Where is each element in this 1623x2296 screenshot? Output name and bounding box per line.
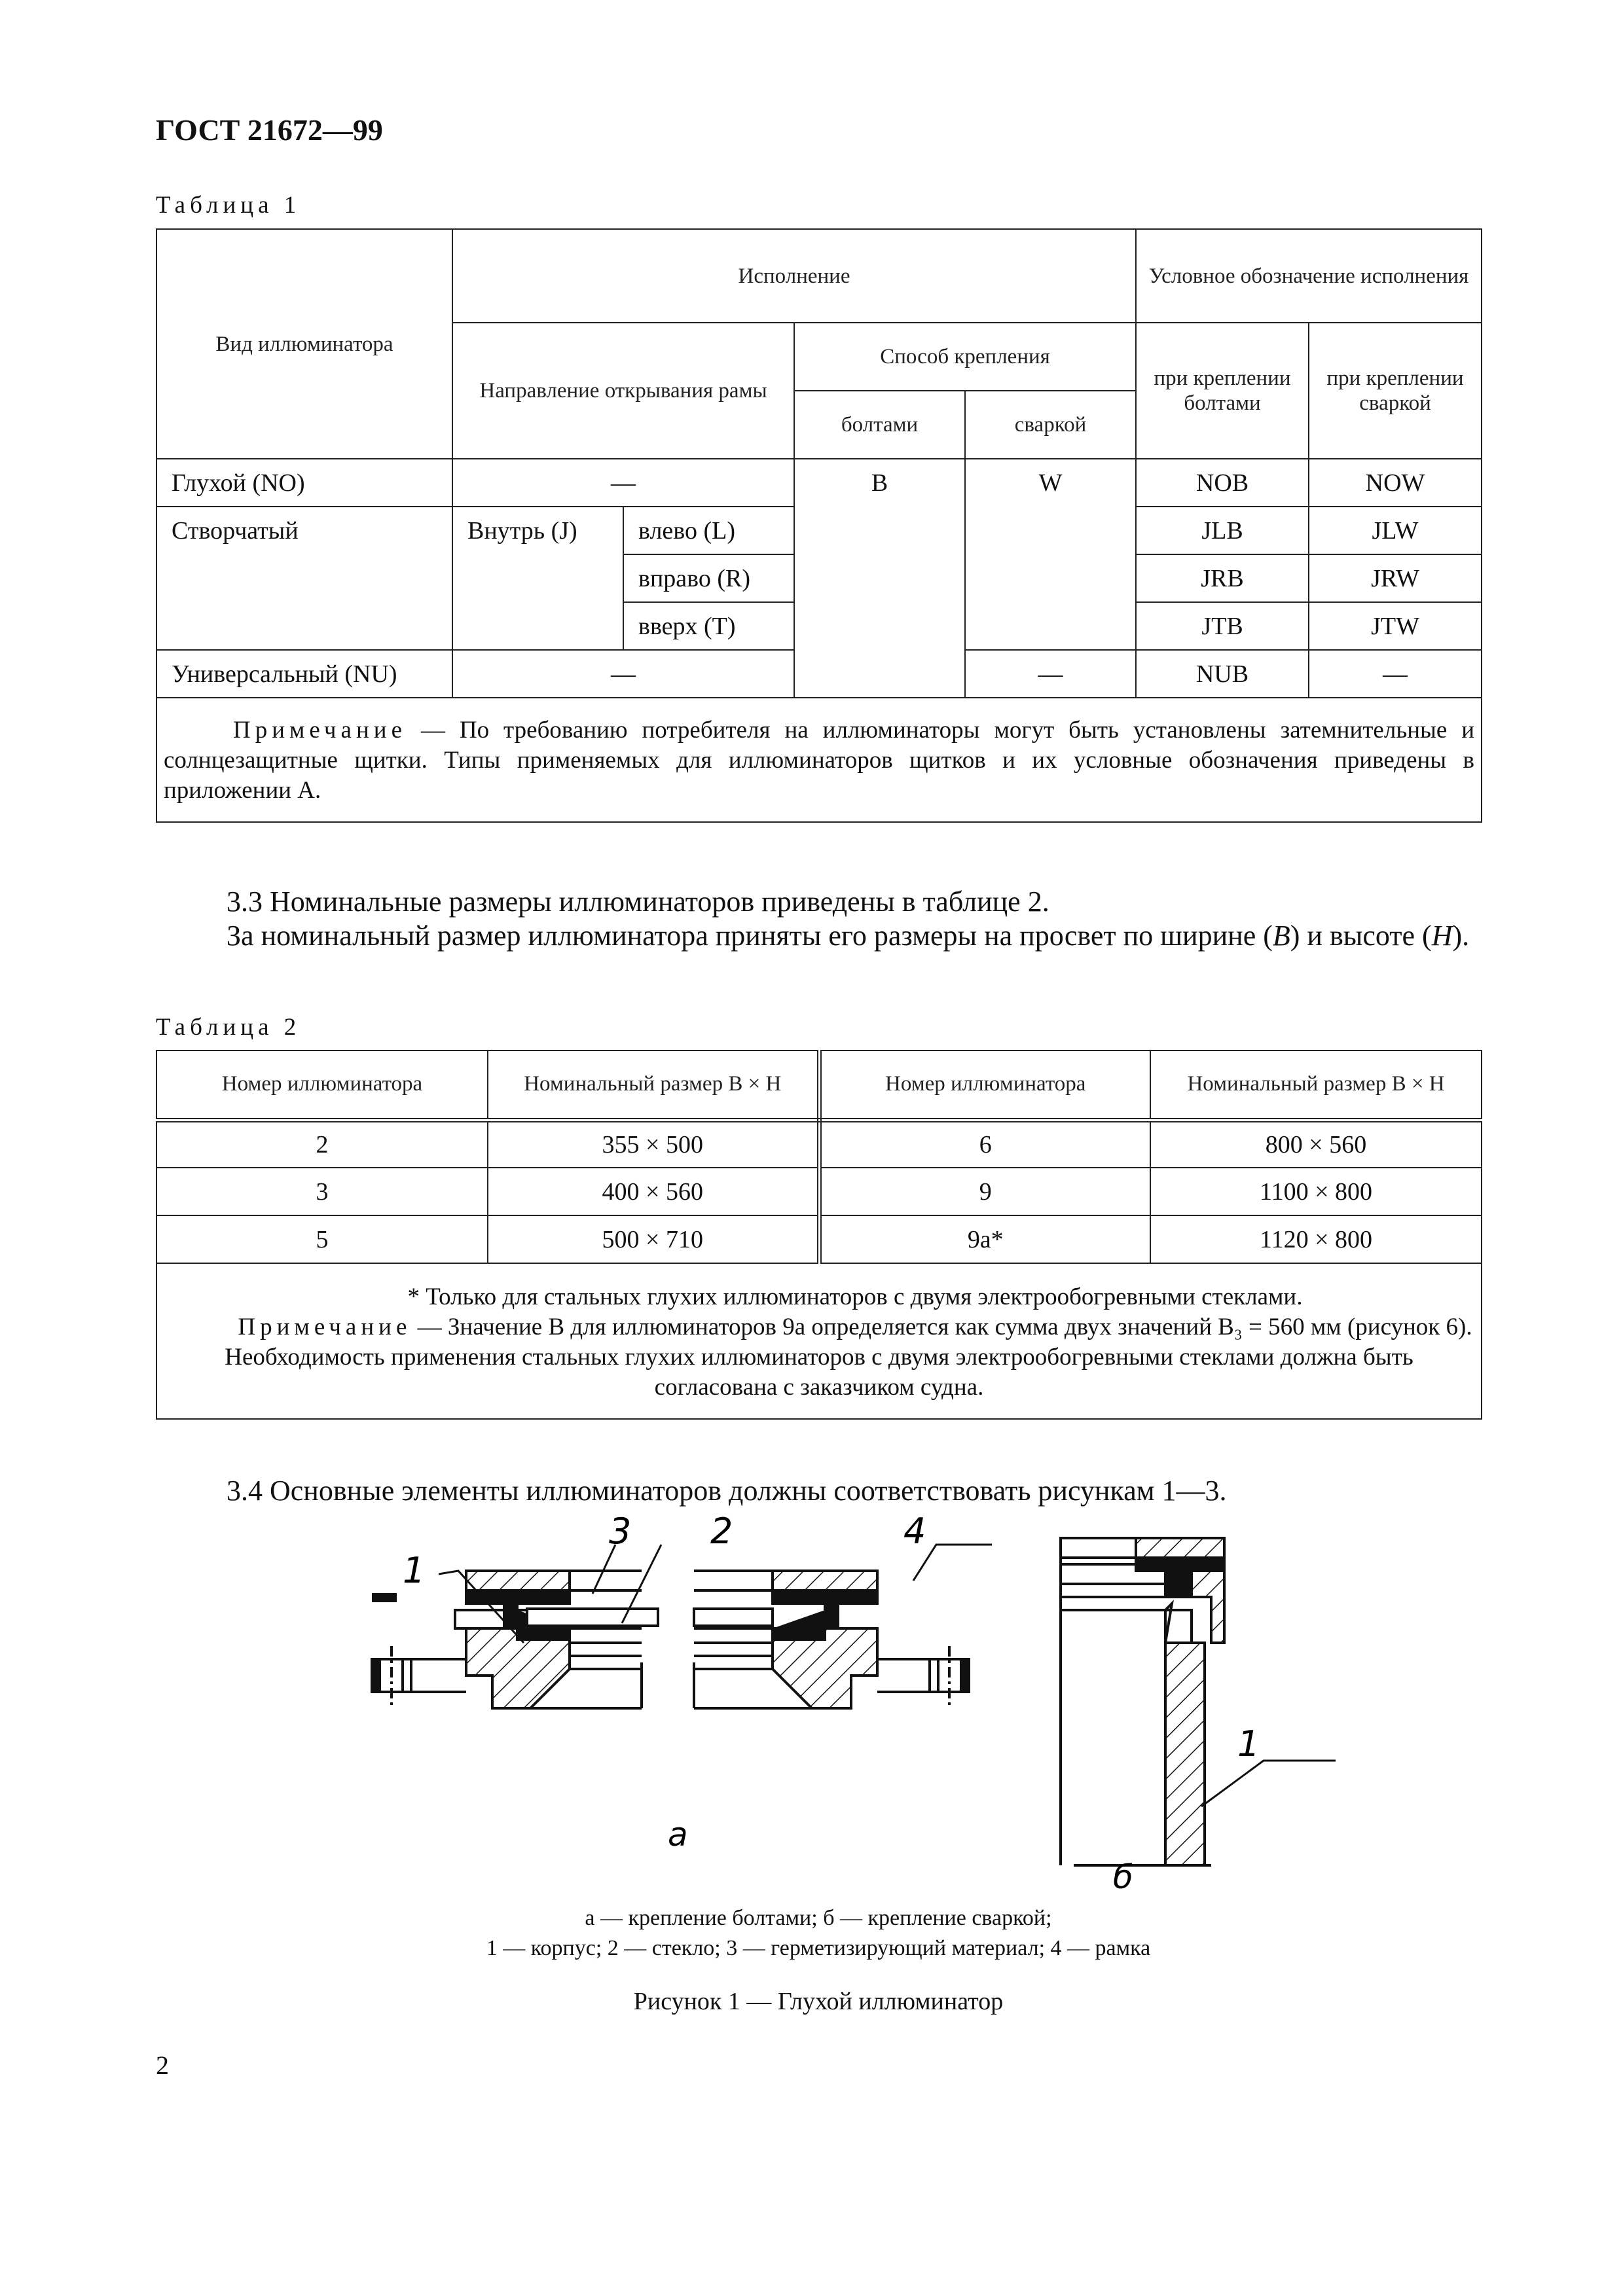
t1-head-fastening: Способ крепления xyxy=(794,323,1136,391)
section-3-3-line1: 3.3 Номинальные размеры иллюминаторов приведены в таблице 2. xyxy=(227,886,1049,918)
figure1-legend xyxy=(156,1903,1481,1964)
t1-cell: вверх (T) xyxy=(623,602,794,650)
t2-cell: 355 × 500 xyxy=(488,1120,819,1168)
legend-line-1: а — крепление болтами; б — крепление сваркой; xyxy=(585,1906,1052,1930)
t1-cell: NOW xyxy=(1309,459,1482,507)
t2-cell: 2 xyxy=(156,1120,488,1168)
label-4: 4 xyxy=(903,1511,926,1552)
table2 xyxy=(156,1050,1482,1420)
t2-cell: 400 × 560 xyxy=(488,1168,819,1215)
t2-cell: 9a* xyxy=(819,1215,1150,1263)
t2-note-text: — Значение B для иллюминаторов 9а определяется как сумма двух значений B₃ = 560 мм (рисунок 6). Необходимость применения стальных глухих иллюминаторов с двумя электрообогревными стеклами должна быть согласована с заказчиком судна. xyxy=(225,1314,1472,1401)
t1-cell: Створчатый xyxy=(156,507,452,650)
t2-head-size: Номинальный размер B × H xyxy=(488,1050,819,1120)
section-3-4: 3.4 Основные элементы иллюминаторов должны соответствовать рисункам 1—3. xyxy=(227,1475,1227,1507)
t2-note-label: Примечание xyxy=(238,1314,412,1340)
label-a: а xyxy=(668,1816,688,1854)
t1-cell: Глухой (NO) xyxy=(156,459,452,507)
legend-line-2: 1 — корпус; 2 — стекло; 3 — герметизирующий материал; 4 — рамка xyxy=(486,1936,1151,1960)
t2-cell: 800 × 560 xyxy=(1150,1120,1482,1168)
t1-note xyxy=(156,698,1482,822)
t2-cell: 5 xyxy=(156,1215,488,1263)
label-b: б xyxy=(1113,1858,1133,1896)
figure-a-right xyxy=(694,1571,969,1708)
figure-b xyxy=(1061,1538,1224,1865)
t1-head-welding: сваркой xyxy=(965,391,1136,459)
t1-cell: Универсальный (NU) xyxy=(156,650,452,698)
t1-cell: JTW xyxy=(1309,602,1482,650)
t2-head-number: Номер иллюминатора xyxy=(819,1050,1150,1120)
figure-a-left xyxy=(372,1571,658,1708)
t1-head-type: Вид иллюминатора xyxy=(156,229,452,459)
t1-cell: влево (L) xyxy=(623,507,794,554)
t2-cell: 9 xyxy=(819,1168,1150,1215)
t1-cell: JRB xyxy=(1136,554,1309,602)
t1-cell: — xyxy=(1309,650,1482,698)
t1-cell: JTB xyxy=(1136,602,1309,650)
standard-designation: ГОСТ 21672—99 xyxy=(156,113,383,147)
label-1b: 1 xyxy=(1237,1723,1260,1765)
t1-cell: NUB xyxy=(1136,650,1309,698)
t1-cell: B xyxy=(794,459,965,698)
t1-cell: Внутрь (J) xyxy=(452,507,623,650)
t1-cell: JLW xyxy=(1309,507,1482,554)
t1-head-des-bolts: при креплении болтами xyxy=(1136,323,1309,459)
t1-cell: NOB xyxy=(1136,459,1309,507)
table2-caption: Таблица 2 xyxy=(156,1014,301,1041)
t1-cell: JRW xyxy=(1309,554,1482,602)
t1-head-execution: Исполнение xyxy=(452,229,1136,323)
t2-note-body xyxy=(164,1312,1474,1403)
t1-note-label: Примечание xyxy=(233,717,407,744)
t1-cell: W xyxy=(965,459,1136,650)
t1-head-designation: Условное обозначение исполнения xyxy=(1136,229,1482,323)
t1-cell: — xyxy=(452,650,794,698)
section-3-3-line2: За номинальный размер иллюминатора приняты его размеры на просвет по ширине (B) и высоте (H). xyxy=(227,920,1470,952)
t2-footnote: * Только для стальных глухих иллюминаторов с двумя электрообогревными стеклами. xyxy=(407,1283,1303,1310)
t1-cell: — xyxy=(965,650,1136,698)
t1-head-bolts: болтами xyxy=(794,391,965,459)
t1-cell: — xyxy=(452,459,794,507)
t1-cell: вправо (R) xyxy=(623,554,794,602)
t1-head-des-welding: при креплении сваркой xyxy=(1309,323,1482,459)
table1 xyxy=(156,228,1482,823)
figure1-drawing xyxy=(354,1511,1336,1905)
t1-note-text: — По требованию потребителя на иллюминаторы могут быть установлены затемнительные и солнцезащитные щитки. Типы применяемых для иллюминаторов щитков и их условные обозначения приведены в приложении А. xyxy=(164,717,1475,804)
t2-cell: 6 xyxy=(819,1120,1150,1168)
t1-cell: JLB xyxy=(1136,507,1309,554)
t2-cell: 500 × 710 xyxy=(488,1215,819,1263)
t2-head-number: Номер иллюминатора xyxy=(156,1050,488,1120)
t2-cell: 3 xyxy=(156,1168,488,1215)
figure1-caption: Рисунок 1 — Глухой иллюминатор xyxy=(633,1988,1004,2015)
label-2: 2 xyxy=(710,1511,733,1552)
t1-head-direction: Направление открывания рамы xyxy=(452,323,794,459)
page-number: 2 xyxy=(156,2051,169,2080)
t2-cell: 1100 × 800 xyxy=(1150,1168,1482,1215)
t2-cell: 1120 × 800 xyxy=(1150,1215,1482,1263)
t2-head-size: Номинальный размер B × H xyxy=(1150,1050,1482,1120)
label-1: 1 xyxy=(403,1550,426,1591)
label-3: 3 xyxy=(609,1511,632,1552)
t2-note xyxy=(156,1263,1482,1419)
table1-caption: Таблица 1 xyxy=(156,192,301,219)
